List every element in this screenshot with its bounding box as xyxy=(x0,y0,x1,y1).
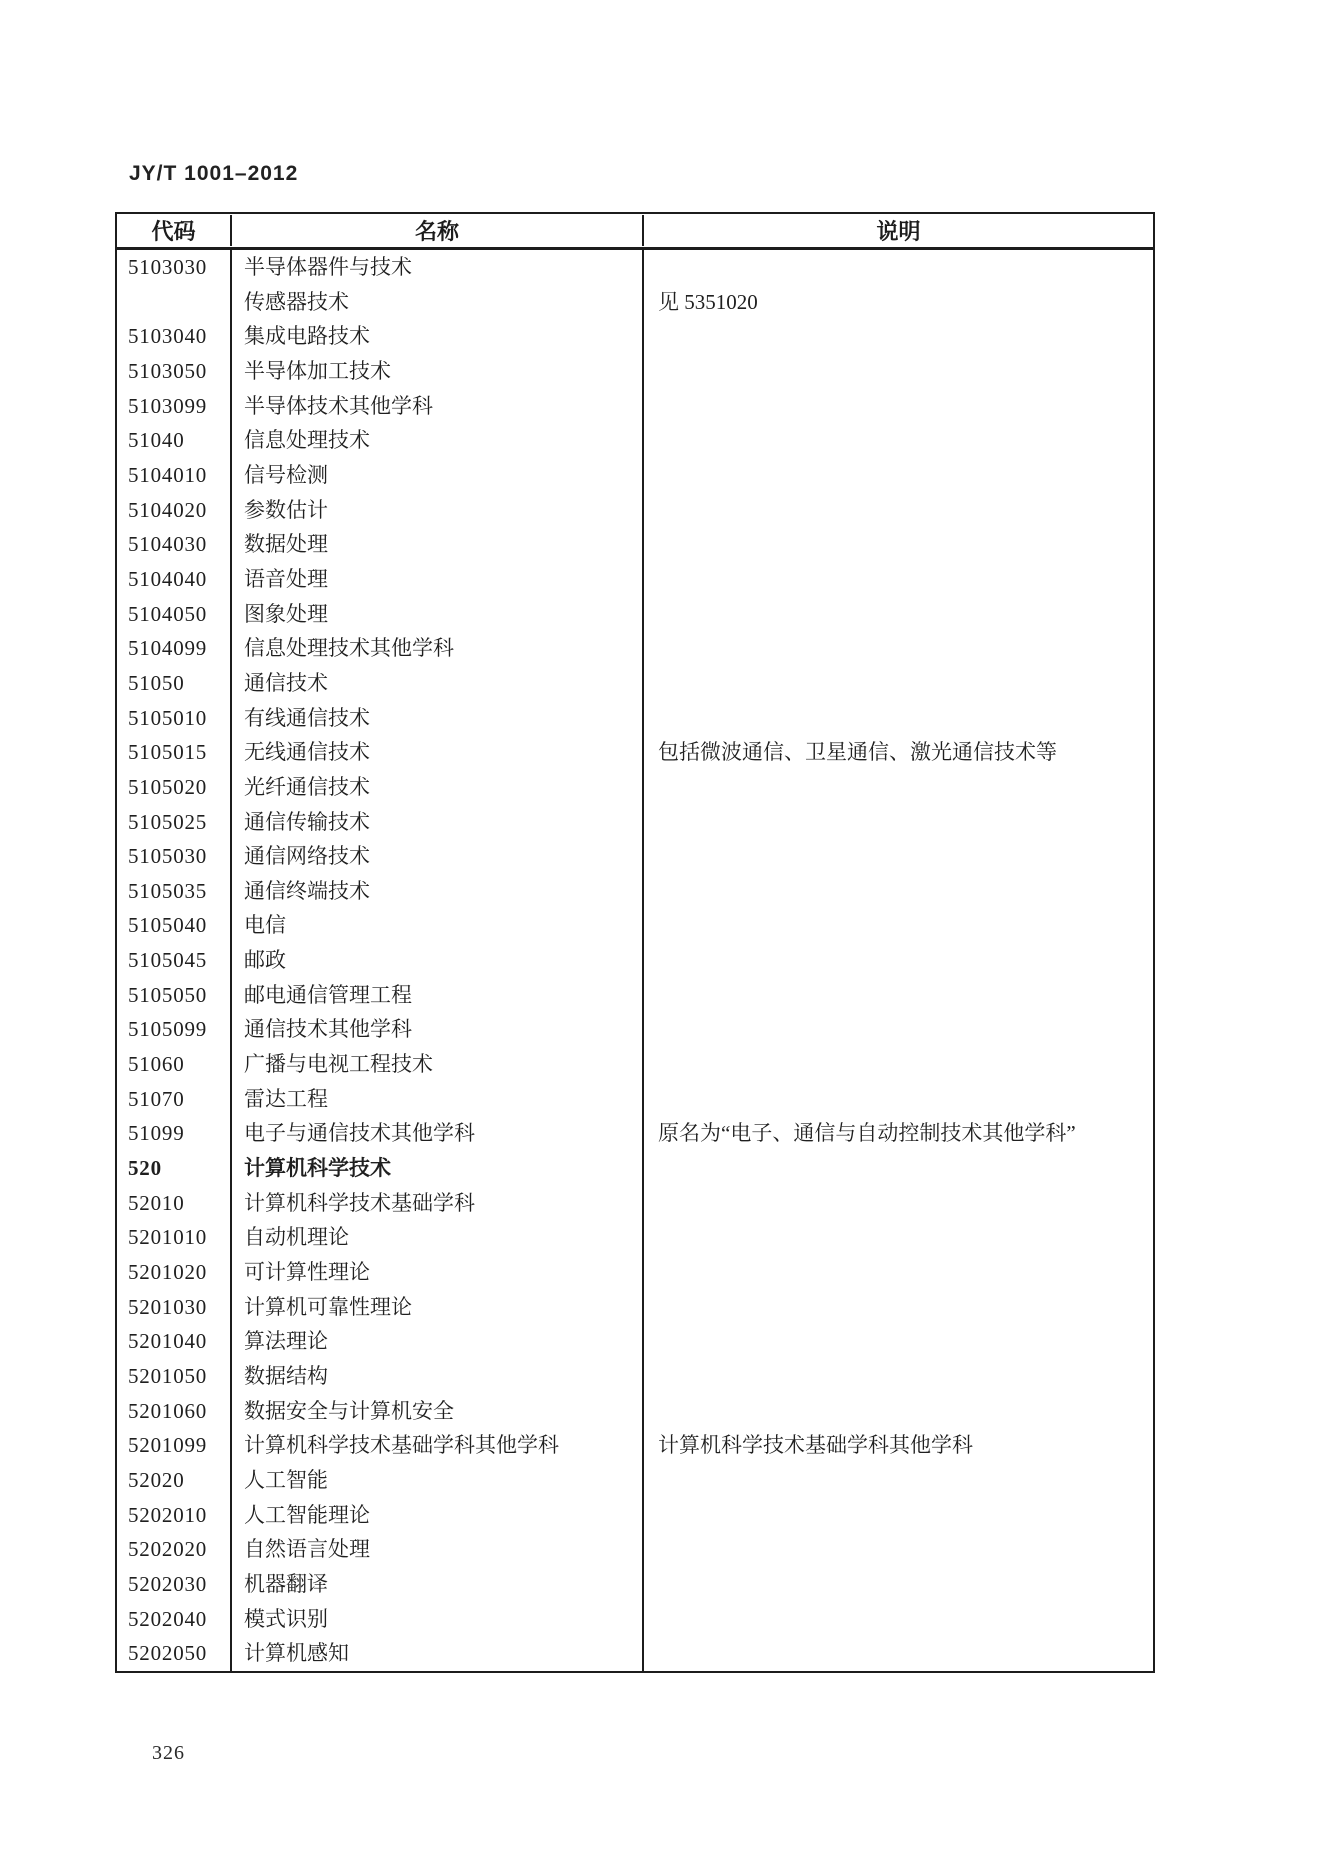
code-cell: 5104099 xyxy=(128,636,208,661)
note-cell xyxy=(644,493,1153,528)
name-cell: 参数估计 xyxy=(230,493,644,528)
note-cell xyxy=(644,319,1153,354)
code-cell: 51040 xyxy=(128,428,185,453)
table-row xyxy=(117,1498,1153,1533)
code-cell: 5104050 xyxy=(128,601,208,626)
name-cell: 集成电路技术 xyxy=(230,319,644,354)
code-cell: 5202020 xyxy=(128,1537,208,1562)
code-cell: 5105020 xyxy=(128,774,208,799)
code-cell: 5201020 xyxy=(128,1260,208,1285)
note-cell: 包括微波通信、卫星通信、激光通信技术等 xyxy=(658,740,1057,765)
table-row xyxy=(117,250,1153,285)
note-cell xyxy=(644,839,1153,874)
name-cell: 数据结构 xyxy=(230,1359,644,1394)
note-cell xyxy=(644,666,1153,701)
name-cell: 通信技术 xyxy=(230,666,644,701)
name-cell: 通信终端技术 xyxy=(230,874,644,909)
code-cell xyxy=(117,285,230,320)
code-cell: 5103050 xyxy=(128,358,208,383)
code-cell: 5105015 xyxy=(128,740,208,765)
table-row xyxy=(117,1290,1153,1325)
name-cell: 计算机科学技术基础学科 xyxy=(230,1186,644,1221)
note-cell xyxy=(644,1567,1153,1602)
note-cell xyxy=(644,908,1153,943)
note-cell xyxy=(644,1324,1153,1359)
table-row xyxy=(117,978,1153,1013)
code-cell: 5201010 xyxy=(128,1225,208,1250)
name-cell: 数据安全与计算机安全 xyxy=(230,1394,644,1429)
name-cell: 半导体技术其他学科 xyxy=(230,389,644,424)
table-row xyxy=(117,527,1153,562)
code-cell: 5104030 xyxy=(128,532,208,557)
note-cell xyxy=(644,1602,1153,1637)
table-row xyxy=(117,1220,1153,1255)
name-cell: 无线通信技术 xyxy=(230,735,644,770)
table-row xyxy=(117,597,1153,632)
code-cell: 51060 xyxy=(128,1052,185,1077)
note-cell xyxy=(644,597,1153,632)
code-cell: 5201050 xyxy=(128,1364,208,1388)
code-cell: 5201030 xyxy=(128,1294,208,1319)
note-cell xyxy=(644,1636,1153,1671)
note-cell xyxy=(644,527,1153,562)
table-row xyxy=(117,805,1153,840)
name-cell: 图象处理 xyxy=(230,597,644,632)
table-row xyxy=(117,389,1153,424)
name-cell: 传感器技术 xyxy=(230,285,644,320)
name-cell: 通信传输技术 xyxy=(230,805,644,840)
table-row xyxy=(117,1116,1153,1151)
doc-code: JY/T 1001–2012 xyxy=(129,162,299,185)
note-cell: 见 5351020 xyxy=(658,289,758,314)
table-header-code: 代码 xyxy=(151,219,196,244)
note-cell xyxy=(644,1220,1153,1255)
code-cell: 51070 xyxy=(128,1086,185,1111)
table-row xyxy=(117,319,1153,354)
table-row xyxy=(117,1012,1153,1047)
table-row xyxy=(117,354,1153,389)
table-row xyxy=(117,1151,1153,1186)
note-cell xyxy=(644,458,1153,493)
code-cell: 5104040 xyxy=(128,566,208,591)
code-cell: 5104010 xyxy=(128,462,208,487)
name-cell: 自动机理论 xyxy=(230,1220,644,1255)
table-row xyxy=(117,1532,1153,1567)
table-row xyxy=(117,1359,1153,1394)
table-row xyxy=(117,1394,1153,1429)
code-cell: 52010 xyxy=(128,1190,185,1215)
code-cell: 5201040 xyxy=(128,1329,208,1354)
note-cell xyxy=(644,1498,1153,1533)
name-cell: 可计算性理论 xyxy=(230,1255,644,1290)
name-cell: 数据处理 xyxy=(230,527,644,562)
table-row xyxy=(117,666,1153,701)
code-cell: 5103030 xyxy=(128,255,208,279)
name-cell: 通信技术其他学科 xyxy=(230,1012,644,1047)
name-cell: 半导体器件与技术 xyxy=(230,250,644,285)
code-cell: 51050 xyxy=(128,670,185,695)
code-cell: 5105040 xyxy=(128,913,208,938)
name-cell: 算法理论 xyxy=(230,1324,644,1359)
note-cell xyxy=(644,1463,1153,1498)
note-cell xyxy=(644,978,1153,1013)
code-cell: 5103099 xyxy=(128,393,208,418)
note-cell xyxy=(644,250,1153,285)
table-header-note: 说明 xyxy=(876,219,921,244)
note-cell xyxy=(644,1082,1153,1117)
table-row xyxy=(117,701,1153,736)
page-number: 326 xyxy=(152,1742,185,1764)
table-row xyxy=(117,423,1153,458)
name-cell: 模式识别 xyxy=(230,1602,644,1637)
name-cell: 计算机科学技术基础学科其他学科 xyxy=(230,1428,644,1463)
name-cell: 语音处理 xyxy=(230,562,644,597)
code-cell: 5104020 xyxy=(128,497,208,522)
code-cell: 5105045 xyxy=(128,948,208,973)
code-cell: 5105025 xyxy=(128,809,208,834)
note-cell xyxy=(644,1012,1153,1047)
code-cell: 5202040 xyxy=(128,1606,208,1631)
note-cell xyxy=(644,943,1153,978)
name-cell: 有线通信技术 xyxy=(230,701,644,736)
table-row xyxy=(117,1636,1153,1671)
table-row xyxy=(117,458,1153,493)
note-cell xyxy=(644,562,1153,597)
name-cell: 邮政 xyxy=(230,943,644,978)
name-cell: 电信 xyxy=(230,908,644,943)
name-cell: 通信网络技术 xyxy=(230,839,644,874)
table-row xyxy=(117,1567,1153,1602)
code-cell: 5202050 xyxy=(128,1641,208,1666)
note-cell xyxy=(644,805,1153,840)
table-row xyxy=(117,562,1153,597)
note-cell xyxy=(644,1186,1153,1221)
table-row xyxy=(117,1324,1153,1359)
table-row xyxy=(117,631,1153,666)
table-row xyxy=(117,770,1153,805)
name-cell: 信号检测 xyxy=(230,458,644,493)
note-cell xyxy=(644,874,1153,909)
name-cell: 光纤通信技术 xyxy=(230,770,644,805)
note-cell xyxy=(644,631,1153,666)
table-row xyxy=(117,1428,1153,1463)
table-body xyxy=(117,250,1153,1671)
note-cell xyxy=(644,1359,1153,1394)
table-row xyxy=(117,1255,1153,1290)
code-cell: 51099 xyxy=(128,1121,185,1146)
code-cell: 5105010 xyxy=(128,705,208,730)
name-cell: 广播与电视工程技术 xyxy=(230,1047,644,1082)
code-cell: 520 xyxy=(128,1156,162,1181)
classification-table xyxy=(115,212,1155,1673)
name-cell: 机器翻译 xyxy=(230,1567,644,1602)
name-cell: 信息处理技术 xyxy=(230,423,644,458)
note-cell: 计算机科学技术基础学科其他学科 xyxy=(658,1433,973,1458)
code-cell: 5105035 xyxy=(128,878,208,903)
table-row xyxy=(117,943,1153,978)
note-cell xyxy=(644,1047,1153,1082)
note-cell xyxy=(644,1532,1153,1567)
note-cell xyxy=(644,1151,1153,1186)
table-row xyxy=(117,874,1153,909)
name-cell: 人工智能理论 xyxy=(230,1498,644,1533)
note-cell: 原名为“电子、通信与自动控制技术其他学科” xyxy=(658,1121,1076,1146)
table-header-row xyxy=(117,214,1153,250)
name-cell: 半导体加工技术 xyxy=(230,354,644,389)
name-cell: 邮电通信管理工程 xyxy=(230,978,644,1013)
code-cell: 5201060 xyxy=(128,1398,208,1423)
note-cell xyxy=(644,423,1153,458)
table-row xyxy=(117,1186,1153,1221)
note-cell xyxy=(644,1394,1153,1429)
table-header-name: 名称 xyxy=(230,215,644,246)
code-cell: 5201099 xyxy=(128,1433,208,1458)
code-cell: 5105030 xyxy=(128,844,208,869)
code-cell: 5202030 xyxy=(128,1571,208,1596)
note-cell xyxy=(644,1255,1153,1290)
name-cell: 计算机科学技术 xyxy=(230,1151,644,1186)
code-cell: 5105099 xyxy=(128,1017,208,1042)
name-cell: 人工智能 xyxy=(230,1463,644,1498)
code-cell: 5202010 xyxy=(128,1502,208,1527)
note-cell xyxy=(644,1290,1153,1325)
name-cell: 电子与通信技术其他学科 xyxy=(230,1116,644,1151)
code-cell: 5105050 xyxy=(128,982,208,1007)
table-row xyxy=(117,1047,1153,1082)
name-cell: 计算机感知 xyxy=(230,1636,644,1671)
name-cell: 自然语言处理 xyxy=(230,1532,644,1567)
note-cell xyxy=(644,354,1153,389)
table-row xyxy=(117,493,1153,528)
table-row xyxy=(117,735,1153,770)
table-row xyxy=(117,908,1153,943)
note-cell xyxy=(644,770,1153,805)
table-row xyxy=(117,1082,1153,1117)
name-cell: 信息处理技术其他学科 xyxy=(230,631,644,666)
table-row xyxy=(117,839,1153,874)
table-row xyxy=(117,1602,1153,1637)
name-cell: 计算机可靠性理论 xyxy=(230,1290,644,1325)
name-cell: 雷达工程 xyxy=(230,1082,644,1117)
code-cell: 5103040 xyxy=(128,324,208,349)
note-cell xyxy=(644,389,1153,424)
table-row xyxy=(117,1463,1153,1498)
note-cell xyxy=(644,701,1153,736)
table-row xyxy=(117,285,1153,320)
code-cell: 52020 xyxy=(128,1467,185,1492)
